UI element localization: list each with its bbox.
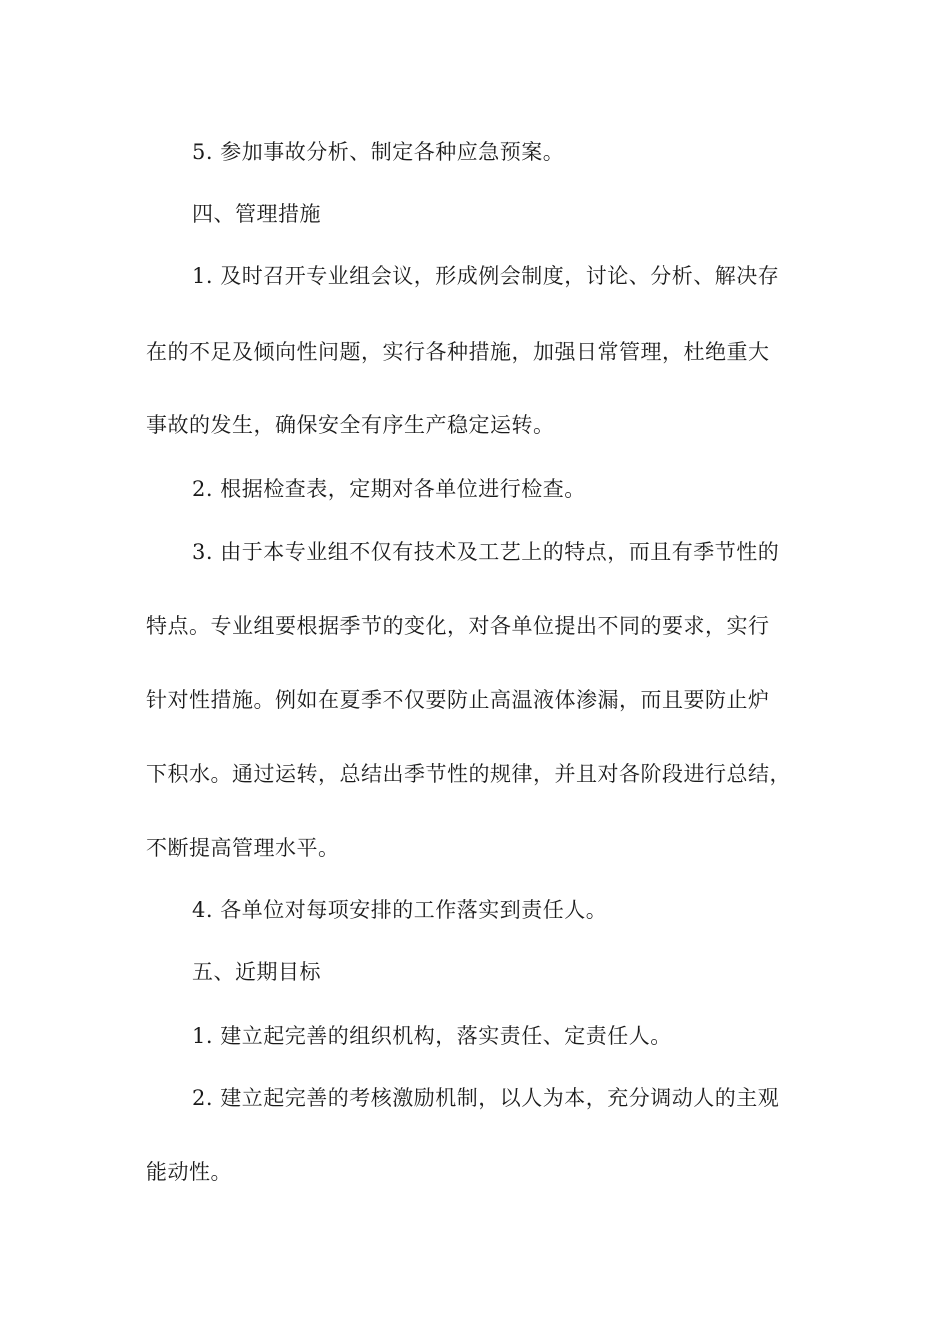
item-4-responsibility: 4. 各单位对每项安排的工作落实到责任人。 [192,898,608,922]
section-heading-goals: 五、近期目标 [192,960,321,984]
item-3-line-5: 不断提高管理水平。 [146,836,340,860]
item-3-line-3: 针对性措施。例如在夏季不仅要防止高温液体渗漏，而且要防止炉 [146,688,770,712]
section-heading-management: 四、管理措施 [192,202,321,226]
goal-1-organization: 1. 建立起完善的组织机构，落实责任、定责任人。 [192,1024,672,1048]
goal-2-line-1: 2. 建立起完善的考核激励机制，以人为本，充分调动人的主观 [192,1086,780,1110]
goal-2-line-2: 能动性。 [146,1160,232,1184]
item-3-line-4: 下积水。通过运转，总结出季节性的规律，并且对各阶段进行总结， [146,762,791,786]
item-3-line-2: 特点。专业组要根据季节的变化，对各单位提出不同的要求，实行 [146,614,770,638]
item-1-line-2: 在的不足及倾向性问题，实行各种措施，加强日常管理，杜绝重大 [146,340,770,364]
item-3-line-1: 3. 由于本专业组不仅有技术及工艺上的特点，而且有季节性的 [192,540,780,564]
item-5-emergency-plans: 5. 参加事故分析、制定各种应急预案。 [192,140,565,164]
item-1-line-3: 事故的发生，确保安全有序生产稳定运转。 [146,413,555,437]
item-2-inspection: 2. 根据检查表，定期对各单位进行检查。 [192,477,586,501]
item-1-line-1: 1. 及时召开专业组会议，形成例会制度，讨论、分析、解决存 [192,264,780,288]
